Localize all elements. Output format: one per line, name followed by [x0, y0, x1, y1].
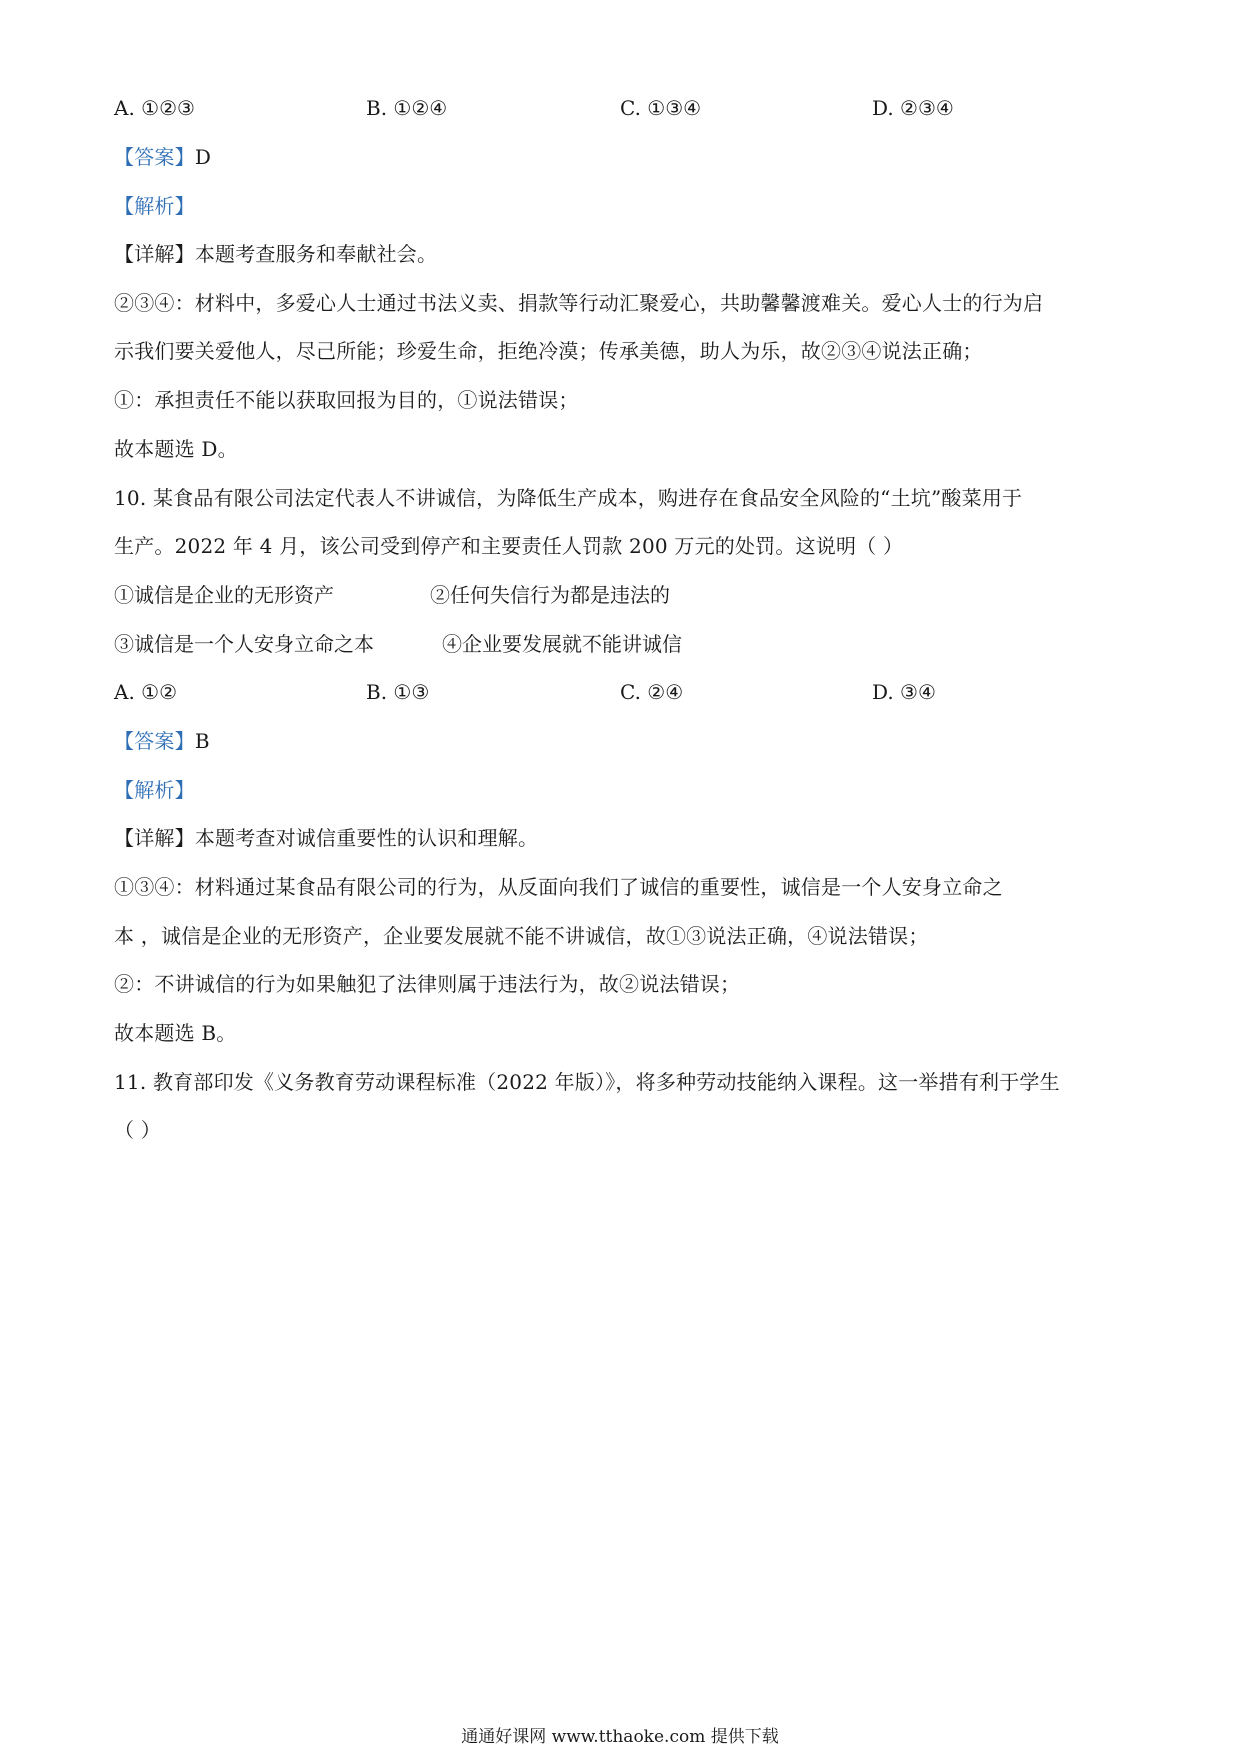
- q9-explanation-line-1: ②③④：材料中，多爱心人士通过书法义卖、捐款等行动汇聚爱心，共助馨馨渡难关。爱心人士的行为启: [114, 291, 1044, 315]
- q10-analysis-tag: 【解析】: [114, 778, 195, 802]
- q9-analysis-tag: 【解析】: [114, 194, 195, 218]
- q10-answer-tag: 【答案】: [114, 729, 195, 753]
- q10-analysis: [114, 776, 195, 804]
- q9-explanation-line-3: ①：承担责任不能以获取回报为目的，①说法错误；: [114, 388, 579, 412]
- q10-option-a: A. ①②: [114, 680, 178, 704]
- page-footer: 通通好课网 www.tthaoke.com 提供下载: [461, 1727, 779, 1747]
- q11-stem-line-2: （ ）: [114, 1118, 161, 1142]
- q9-option-c: C. ①③④: [620, 96, 702, 120]
- q9-option-a: A. ①②③: [114, 96, 195, 120]
- q10-explanation-line-3: ②：不讲诚信的行为如果触犯了法律则属于违法行为，故②说法错误；: [114, 972, 741, 996]
- q10-option-c: C. ②④: [620, 680, 684, 704]
- q9-detail-text: 本题考查服务和奉献社会。: [194, 242, 438, 266]
- q10-stem-line-1: 10. 某食品有限公司法定代表人不讲诚信，为降低生产成本，购进存在食品安全风险的“土坑”酸菜用于: [114, 486, 1023, 510]
- q9-option-b: B. ①②④: [366, 96, 448, 120]
- q10-statement-1: ①诚信是企业的无形资产: [114, 583, 334, 607]
- q10-statement-2: ②任何失信行为都是违法的: [430, 583, 670, 607]
- q10-explanation-line-1: ①③④：材料通过某食品有限公司的行为，从反面向我们了诚信的重要性，诚信是一个人安身立命之: [114, 875, 1003, 899]
- q9-option-d: D. ②③④: [872, 96, 954, 120]
- q9-answer: [114, 143, 211, 171]
- q10-detail-text: 本题考查对诚信重要性的认识和理解。: [194, 826, 539, 850]
- q10-option-b: B. ①③: [366, 680, 430, 704]
- q9-answer-value: D: [194, 145, 212, 169]
- q10-stem-line-2: 生产。2022 年 4 月，该公司受到停产和主要责任人罚款 200 万元的处罚。这说明（ ）: [114, 534, 904, 558]
- q10-option-d: D. ③④: [872, 680, 936, 704]
- q10-detail-tag: 【详解】: [114, 826, 195, 850]
- q9-detail-tag: 【详解】: [114, 242, 195, 266]
- q9-explanation-line-2: 示我们要关爱他人，尽己所能；珍爱生命，拒绝冷漠；传承美德，助人为乐，故②③④说法正确；: [114, 339, 983, 363]
- q11-stem-line-1: 11. 教育部印发《义务教育劳动课程标准（2022 年版）》，将多种劳动技能纳入课程。这一举措有利于学生: [114, 1070, 1060, 1094]
- q9-answer-tag: 【答案】: [114, 145, 195, 169]
- q9-analysis: [114, 192, 195, 220]
- q10-explanation-line-2: 本 ，诚信是企业的无形资产，企业要发展就不能不讲诚信，故①③说法正确，④说法错误；: [114, 924, 929, 948]
- q10-answer-value: B: [194, 729, 210, 753]
- q10-conclusion: 故本题选 B。: [114, 1021, 237, 1045]
- q10-statement-4: ④企业要发展就不能讲诚信: [442, 632, 682, 656]
- q9-detail: [114, 240, 437, 268]
- q10-detail: [114, 824, 538, 852]
- q10-answer: [114, 727, 210, 755]
- q9-conclusion: 故本题选 D。: [114, 437, 238, 461]
- q10-statement-3: ③诚信是一个人安身立命之本: [114, 632, 374, 656]
